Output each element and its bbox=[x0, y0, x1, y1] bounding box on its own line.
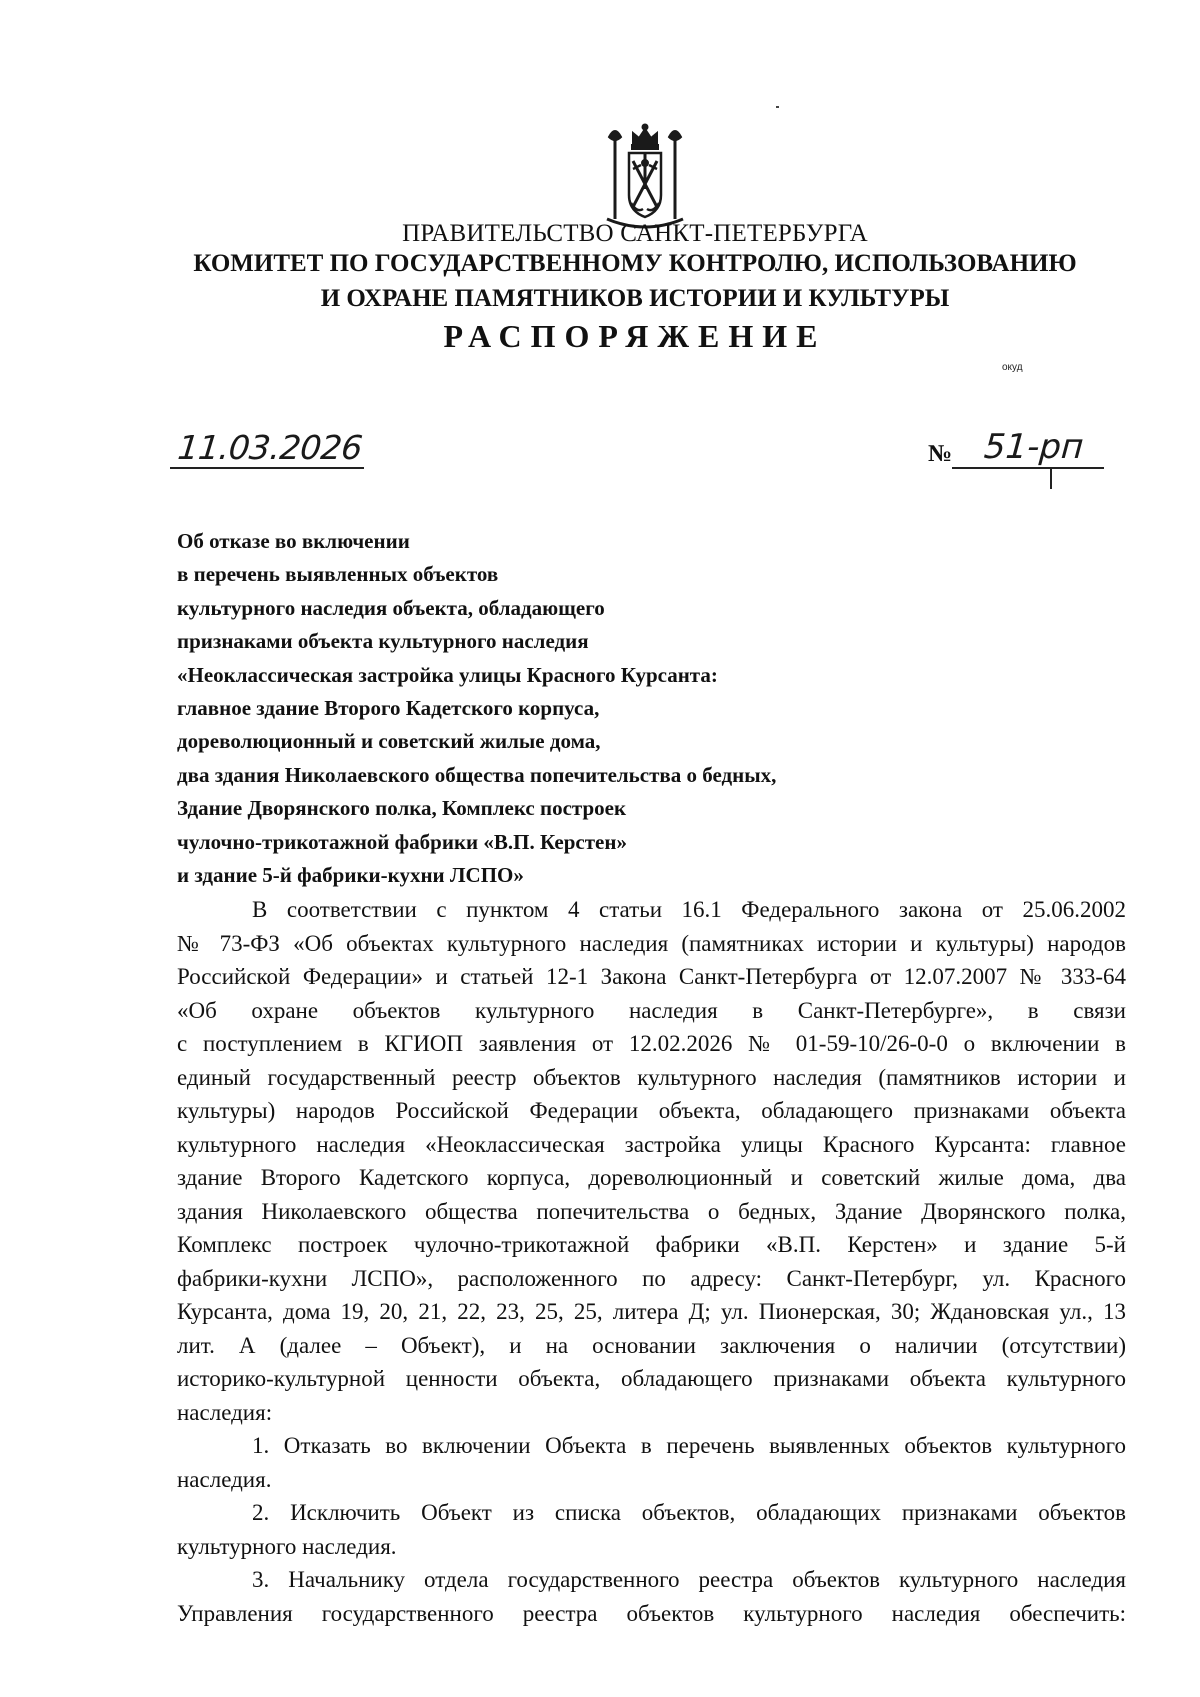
body-line: единый государственный реестр объектов культурного наследия (памятников истории и bbox=[177, 1064, 1126, 1090]
subject-line: Об отказе во включении bbox=[177, 529, 410, 553]
body-line: здание Второго Кадетского корпуса, дореволюционный и советский жилые дома, два bbox=[177, 1165, 1126, 1190]
government-name: ПРАВИТЕЛЬСТВО САНКТ-ПЕТЕРБУРГА bbox=[402, 220, 868, 247]
okud-label: окуд bbox=[1002, 362, 1023, 373]
clause-2-line: 2. Исключить Объект из списка объектов, обладающих признаками объектов bbox=[252, 1500, 1126, 1525]
number-label: № bbox=[928, 441, 953, 467]
subject-line: и здание 5-й фабрики-кухни ЛСПО» bbox=[177, 863, 524, 888]
subject-line: дореволюционный и советский жилые дома, bbox=[177, 729, 601, 754]
committee-name-line-1: КОМИТЕТ ПО ГОСУДАРСТВЕННОМУ КОНТРОЛЮ, ИСПОЛЬЗОВАНИЮ bbox=[193, 250, 1077, 277]
clause-2-line: культурного наследия. bbox=[177, 1533, 397, 1559]
subject-line: два здания Николаевского общества попечительства о бедных, bbox=[177, 762, 777, 787]
body-line: Российской Федерации» и статьей 12-1 Закона Санкт-Петербурга от 12.07.2007 № 333-64 bbox=[177, 964, 1126, 989]
clause-3-line: 3. Начальнику отдела государственного реестра объектов культурного наследия bbox=[252, 1567, 1126, 1592]
handwritten-date: 11.03.2026 bbox=[175, 428, 365, 467]
number-underline bbox=[952, 467, 1104, 469]
body-line: фабрики-кухни ЛСПО», расположенного по адресу: Санкт-Петербург, ул. Красного bbox=[177, 1265, 1126, 1291]
body-line: культуры) народов Российской Федерации объекта, обладающего признаками объекта bbox=[177, 1098, 1126, 1123]
body-line: историко-культурной ценности объекта, обладающего признаками объекта культурного bbox=[177, 1366, 1126, 1391]
body-line: Комплекс построек чулочно-трикотажной фабрики «В.П. Керстен» и здание 5-й bbox=[177, 1232, 1126, 1257]
body-line: наследия: bbox=[177, 1399, 273, 1425]
body-line: «Об охране объектов культурного наследия в Санкт-Петербурге», в связи bbox=[177, 997, 1126, 1023]
body-line: В соответствии с пунктом 4 статьи 16.1 Федерального закона от 25.06.2002 bbox=[252, 897, 1126, 922]
body-line: здания Николаевского общества попечительства о бедных, Здание Дворянского полка, bbox=[177, 1198, 1126, 1224]
saint-petersburg-coat-of-arms-icon bbox=[603, 123, 687, 233]
number-pen-stroke bbox=[1050, 467, 1052, 489]
document-type-title: РАСПОРЯЖЕНИЕ bbox=[443, 318, 827, 354]
clause-1-line: 1. Отказать во включении Объекта в перечень выявленных объектов культурного bbox=[252, 1433, 1126, 1458]
date-underline bbox=[170, 467, 364, 469]
scan-speck bbox=[776, 106, 779, 108]
subject-line: в перечень выявленных объектов bbox=[177, 562, 499, 587]
document-subject bbox=[177, 525, 997, 892]
committee-name-line-2: И ОХРАНЕ ПАМЯТНИКОВ ИСТОРИИ И КУЛЬТУРЫ bbox=[320, 285, 950, 312]
clause-1-line: наследия. bbox=[177, 1466, 272, 1492]
handwritten-document-number: 51-рп bbox=[982, 427, 1085, 467]
body-line: с поступлением в КГИОП заявления от 12.02.2026 № 01-59-10/26-0-0 о включении в bbox=[177, 1031, 1126, 1056]
body-line: № 73-ФЗ «Об объектах культурного наследия (памятниках истории и культуры) народов bbox=[177, 930, 1126, 956]
body-line: Курсанта, дома 19, 20, 21, 22, 23, 25, 25, литера Д; ул. Пионерская, 30; Ждановская ул., 13 bbox=[177, 1299, 1126, 1324]
subject-line: Здание Дворянского полка, Комплекс построек bbox=[177, 796, 627, 821]
body-line: лит. А (далее – Объект), и на основании заключения о наличии (отсутствии) bbox=[177, 1332, 1126, 1358]
body-line: культурного наследия «Неоклассическая застройка улицы Красного Курсанта: главное bbox=[177, 1131, 1126, 1157]
subject-line: культурного наследия объекта, обладающего bbox=[177, 595, 605, 620]
document-body bbox=[177, 893, 1126, 1630]
subject-line: чулочно-трикотажной фабрики «В.П. Керстен» bbox=[177, 829, 627, 854]
clause-3-line: Управления государственного реестра объектов культурного наследия обеспечить: bbox=[177, 1600, 1126, 1626]
subject-line: главное здание Второго Кадетского корпуса, bbox=[177, 696, 600, 721]
subject-line: признаками объекта культурного наследия bbox=[177, 629, 589, 654]
subject-line: «Неоклассическая застройка улицы Красного Курсанта: bbox=[177, 662, 718, 687]
